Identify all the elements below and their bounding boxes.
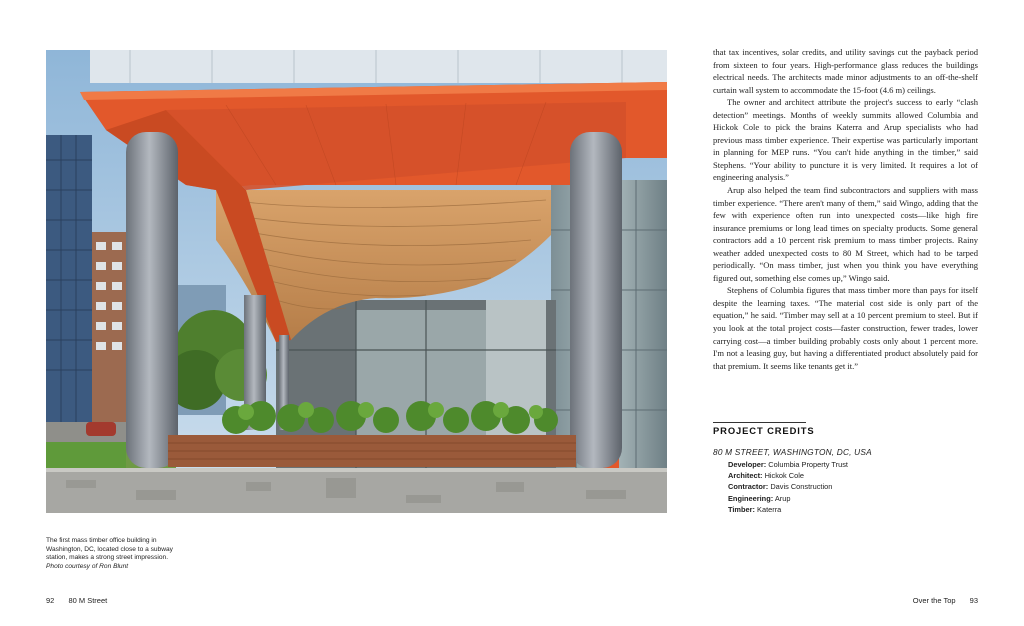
caption-text: The first mass timber office building in Washington, DC, located close to a subway station, makes a strong street impression.: [46, 537, 173, 562]
credit-row-architect: [728, 470, 848, 481]
left-folio: [46, 596, 107, 605]
photo-illustration: [46, 50, 667, 513]
credit-value: Davis Construction: [770, 482, 833, 492]
credit-row-engineering: [728, 493, 848, 504]
body-paragraph: that tax incentives, solar credits, and utility savings cut the payback period from sixteen to four years. High-performance glass reduces the buildings electrical needs. The architects made minor adjustments to an off-the-shelf curtain wall system to accommodate the 15-foot (4.6 m) ceilings.: [713, 47, 978, 95]
credit-label: Timber:: [728, 504, 755, 514]
credit-label: Contractor:: [728, 482, 769, 492]
credit-value: Columbia Property Trust: [768, 460, 848, 469]
body-paragraph: Arup also helped the team find subcontractors and suppliers with mass timber experience. “There aren't many of them,” said Wingo, adding that the few with experience often run into unexpected costs—like high fire insurance premiums or long lead times on specialty products. Some general contractors add a 10 percent risk premium to mass timber projects. Rainy weather added unexpected costs to 80 M Street, which had to be tarped periodically. “On mass timber, just when you think you have everything figured out, something else comes up,” Wingo said.: [713, 185, 978, 283]
credit-row-developer: [728, 459, 848, 470]
credit-value: Katerra: [757, 504, 782, 514]
credit-label: Architect:: [728, 471, 763, 481]
right-folio: [913, 596, 978, 605]
building-photo: [46, 50, 667, 513]
credits-location: 80 M STREET, WASHINGTON, DC, USA: [713, 447, 872, 457]
left-page-number: 92: [46, 596, 55, 605]
left-running-head: 80 M Street: [68, 596, 108, 605]
credit-label: Engineering:: [728, 493, 774, 503]
credit-value: Hickok Cole: [764, 471, 804, 481]
credit-value: Arup: [774, 493, 791, 503]
credits-list: [728, 459, 848, 515]
credit-row-contractor: [728, 481, 848, 492]
body-paragraph: The owner and architect attribute the project's success to early “clash detection” meetings. Months of weekly summits allowed Columbia and Hickok Cole to pick the brains Katerra and Arup specialists who had previous mass timber experience. Their expertise was particularly important in planning for MEP runs. “You can't hide anything in the timber,” said Stephens. “Your ability to puncture it is very limited. It requires a lot of engineering analysis.”: [713, 97, 978, 183]
right-page-number: 93: [969, 596, 978, 605]
credits-heading: PROJECT CREDITS: [713, 425, 815, 436]
article-body: [713, 46, 978, 372]
credits-divider: [713, 422, 806, 423]
credit-row-timber: [728, 504, 848, 515]
caption-photo-credit: Photo courtesy of Ron Blunt: [46, 562, 129, 570]
credit-label: Developer:: [728, 460, 767, 469]
right-running-head: Over the Top: [912, 596, 956, 605]
body-paragraph: Stephens of Columbia figures that mass timber more than pays for itself despite the learning taxes. “The material cost side is only part of the equation,” he said. “Timber may sell at a 10 percent premium to steel. But if you look at the total project costs—faster construction, fewer trades, lower carrying cost—a timber building probably costs only about 1 percent more. I'm not a leasing guy, but having a differentiated product absolutely paid for that premium. It seems like tenants get it.”: [713, 285, 978, 371]
photo-caption: [46, 537, 176, 571]
